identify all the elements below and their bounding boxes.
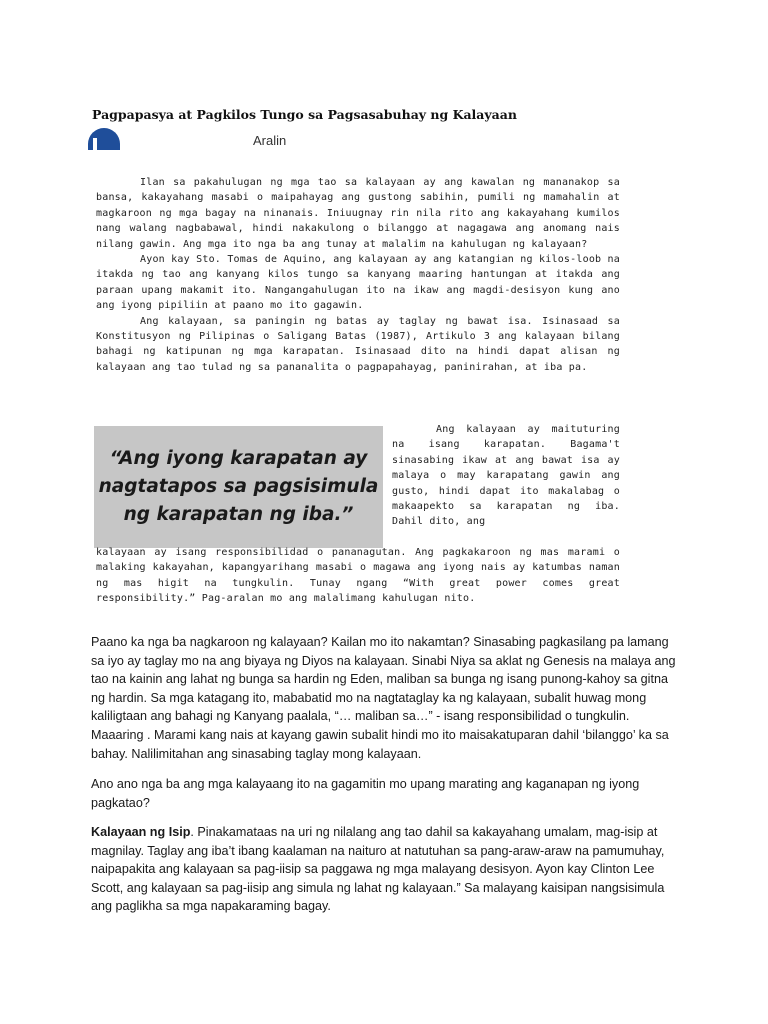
- typed-text-block: [96, 175, 620, 375]
- lesson-label: Aralin: [253, 133, 287, 148]
- typed-paragraph-4-side: Ang kalayaan ay maituturing na isang karapatan. Bagama't sinasabing ikaw at ang bawat isa ay malaya o may karapatang gawin ang gusto, hindi dapat ito makalabag o makaapekto sa karapatan ng iba. Dahil dito, ang: [392, 424, 620, 528]
- typed-paragraph-3: Ang kalayaan, sa paningin ng batas ay taglay ng bawat isa. Isinasaad sa Konstitusyon ng Pilipinas o Saligang Batas (1987), Artikulo 3 ang kalayaan bilang bahagi ng katipunan ng mga karapatan. Isinasaad dito na hindi dapat alisan ng kalayaan ang tao tulad ng sa pananalita o pagpapahayag, paninirahan, at iba pa.: [96, 315, 620, 373]
- body-paragraph-2: Ano ano nga ba ang mga kalayaang ito na gagamitin mo upang marating ang kaganapan ng iyong pagkatao?: [91, 777, 640, 810]
- typed-side-column: [392, 422, 620, 530]
- typed-paragraph-4-rest: kalayaan ay isang responsibilidad o pananagutan. Ang pagkakaroon ng mas marami o malaking kakayahan, kapangyarihang masabi o magawa ang iyong nais ay katumbas naman ng mas higit na tungkulin. Tunay ngang “With great power comes great responsibility.” Pag-aralan mo ang malalimang kahulugan nito.: [96, 547, 620, 605]
- section-text-kalayaan-ng-isip: . Pinakamataas na uri ng nilalang ang tao dahil sa kakayahang umalam, mag-isip at magnilay. Taglay ang iba’t ibang kaalaman na naituro at natutuhan sa pang-araw-araw na pamumuhay, naipapakita ang kalayaan sa pag-iisip sa paggawa ng mga malayang desisyon. Ayon kay Clinton Lee Scott, ang kalayaan sa pag-iisip ang simula ng lahat ng kalayaan.” Sa malayang kaisipan nangsisimula ang paglikha sa mga napakaraming bagay.: [91, 825, 665, 914]
- typed-text-block-continued: [96, 545, 620, 607]
- body-paragraph-1: Paano ka nga ba nagkaroon ng kalayaan? Kailan mo ito nakamtan? Sinasabing pagkasilang pa lamang sa iyo ay taglay mo na ang biyaya ng Diyos na kalayaan. Sinabi Niya sa aklat ng Genesis na malaya ang tao na kainin ang lahat ng bunga sa hardin ng Eden, maliban sa bunga ng isang punong-kahoy sa gitna ng hardin. Sa mga katagang ito, mababatid mo na nagtataglay ka ng kalayaan, subalit huwag mong kaliligtaan ang bahagi ng Kanyang paalala, “… maliban sa…” - isang responsibilidad o tungkulin. Maaaring . Marami kang nais at kayang gawin subalit hindi mo ito maisakatuparan dahil ‘bilanggo’ ka sa bahay. Nalilimitahan ang sinasabing taglay mong kalayaan.: [91, 635, 676, 761]
- typed-paragraph-1: Ilan sa pakahulugan ng mga tao sa kalayaan ay ang kawalan ng mananakop sa bansa, kakayahang masabi o maipahayag ang gustong sabihin, pumili ng mamahalin at magkaroon ng mga bagay na ninanais. Iniuugnay rin nila rito ang kakayahang kumilos nang walang nagbabawal, hindi nakakulong o bilanggo at nagagawa ang anomang nais nilang gawin. Ang mga ito nga ba ang tunay at malalim na kahulugan ng kalayaan?: [96, 177, 620, 250]
- lesson-number-badge: [88, 128, 120, 150]
- quote-text: “Ang iyong karapatan ay nagtatapos sa pagsisimula ng karapatan ng iba.”: [98, 448, 379, 525]
- document-title: Pagpapasya at Pagkilos Tungo sa Pagsasabuhay ng Kalayaan: [92, 107, 517, 122]
- quote-box: [94, 426, 383, 548]
- body-paragraph-3: [91, 823, 677, 916]
- badge-glyph: [93, 138, 97, 150]
- section-heading-kalayaan-ng-isip: Kalayaan ng Isip: [91, 825, 191, 839]
- typed-paragraph-2: Ayon kay Sto. Tomas de Aquino, ang kalayaan ay ang katangian ng kilos-loob na itakda ng tao ang kanyang kilos tungo sa kanyang maaring hantungan at itakda ang paraan upang makamit ito. Nangangahulugan ito na ikaw ang magdi-desisyon kung ano ang iyong pipiliin at paano mo ito gagawin.: [96, 254, 620, 312]
